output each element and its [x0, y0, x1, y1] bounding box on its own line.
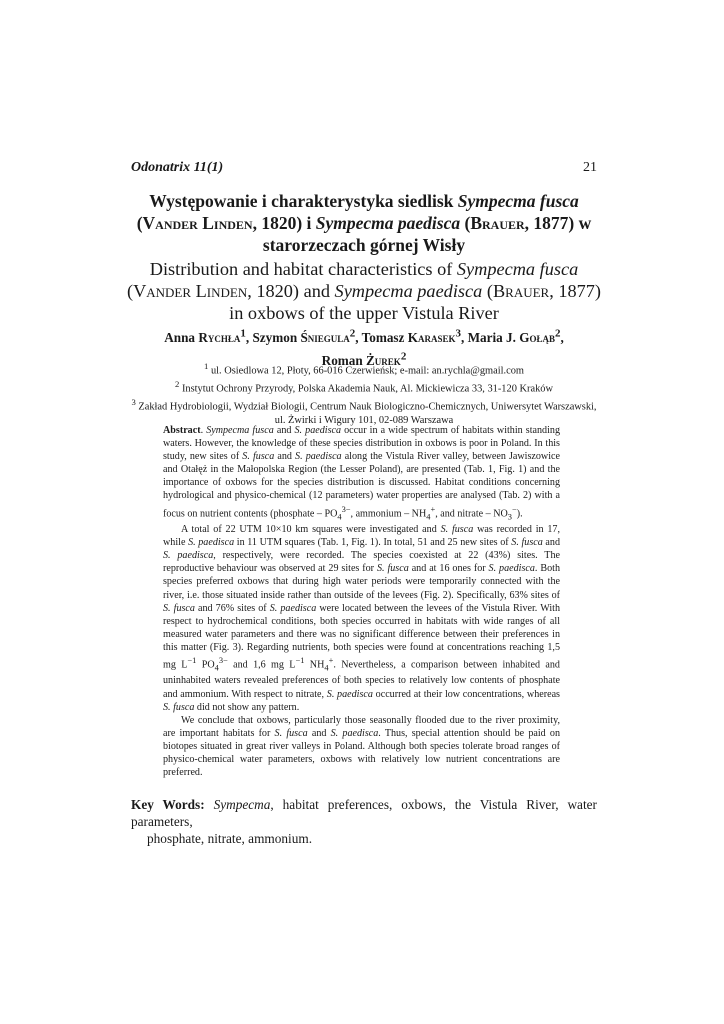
author: Maria J. Gołąb$^2$, — [467, 328, 564, 346]
affiliation-1: $^1$ ul. Osiedlowa 12, Płoty, 66-016 Czerwieńsk; e-mail: an.rychla@gmail.com — [204, 361, 524, 377]
page-number: 21 — [583, 160, 597, 175]
affiliation-3: $^3$ Zakład Hydrobiologii, Wydział Biologii, Centrum Nauk Biologiczno-Chemicznych, Uniwersytet Warszawski, ul. Żwirki i Wigury 101, 02-089 Warszawa — [131, 397, 597, 427]
author: Anna Rychła$^1$, — [164, 328, 253, 346]
abstract — [163, 424, 560, 779]
affiliation-2: $^2$ Instytut Ochrony Przyrody, Polska Akademia Nauk, Al. Mickiewicza 33, 31-120 Kraków — [175, 379, 553, 395]
abstract-paragraph-3: We conclude that oxbows, particularly those seasonally flooded due to the river proximity, are important habitats for S. fusca and S. paedisca. Thus, special attention should be paid on biotopes situated in great river valleys in Poland. Although both species tolerate broad ranges of physico-chemical water parameters, oxbows with relatively low nutrient concentrations are preferred. — [163, 714, 561, 779]
author: Szymon Śniegula$^2$, — [252, 328, 362, 346]
abstract-label: Abstract — [163, 425, 201, 436]
keywords: Key Words: Sympecma, habitat preferences, oxbows, the Vistula River, water parameters, phosphate, nitrate, ammonium. — [131, 797, 597, 846]
title-english: Distribution and habitat characteristics of Sympecma fusca (Vander Linden, 1820) and Sympecma paedisca (Brauer, 1877) in oxbows of the upper Vistula River — [126, 259, 602, 323]
keywords-label: Key Words: — [131, 797, 214, 812]
abstract-paragraph-2: A total of 22 UTM 10×10 km squares were investigated and S. fusca was recorded in 17, while S. paedisca in 11 UTM squares (Tab. 1, Fig. 1). In total, 51 and 25 new sites of S. fusca and S. paedisca, respectively, were recorded. The species coexisted at 22 (43%) sites. The reproductive behaviour was observed at 29 sites for S. fusca and at 16 ones for S. paedisca. Both species preferred oxbows that during high water periods were temporarily connected with the river, i.e. those situated inside rather than outside of the levees (Fig. 2). Specifically, 63% sites of S. fusca and 76% sites of S. paedisca were located between the levees of the Vistula River. With respect to hydrochemical conditions, both species occurred in habitats with wide ranges of all measured water parameters and there was no significant difference between their preferences in this matter (Fig. 3). Regarding nutrients, both species were found at concentrations reaching 1,5 mg $L^{-1}$ $PO_4^{3-}$ and 1,6 mg $L^{-1}$ $NH_4^+$. Nevertheless, a comparison between inhabited and uninhabited waters revealed preferences of both species to relatively low contents of phosphate and ammonium. With respect to nitrate, S. paedisca occurred at their low concentrations, whereas S. fusca did not show any pattern. — [163, 524, 560, 713]
author: Tomasz Karasek$^3$, — [361, 328, 468, 346]
affiliations — [126, 360, 602, 428]
running-head — [131, 160, 597, 180]
abstract-paragraph-1: Abstract. Sympecma fusca and S. paedisca occur in a wide spectrum of habitats within standing waters. However, the knowledge of these species distribution in oxbows is poor in Poland. In this study, new sites of S. fusca and S. paedisca along the Vistula River valley, between Jawiszowice and Otałęż in the Małopolska Region (the Lesser Poland), are presented (Tab. 1, Fig. 1) and the importance of oxbows for the species distribution is discussed. Habitat conditions concerning hydrological and physico-chemical (12 parameters) water properties are analysed (Tab. 2) with a focus on nutrient contents (phosphate – $PO_4^{3-}$, ammonium – $NH_4^+$, and nitrate – $NO_3^-$). — [163, 425, 561, 521]
title-polish: Występowanie i charakterystyka siedlisk Sympecma fusca (Vander Linden, 1820) i Sympecma paedisca (Brauer, 1877) w starorzeczach górnej Wisły — [136, 191, 592, 255]
journal-name: Odonatrix 11(1) — [131, 160, 224, 175]
author: Roman Żurek$^2$ — [321, 350, 407, 368]
